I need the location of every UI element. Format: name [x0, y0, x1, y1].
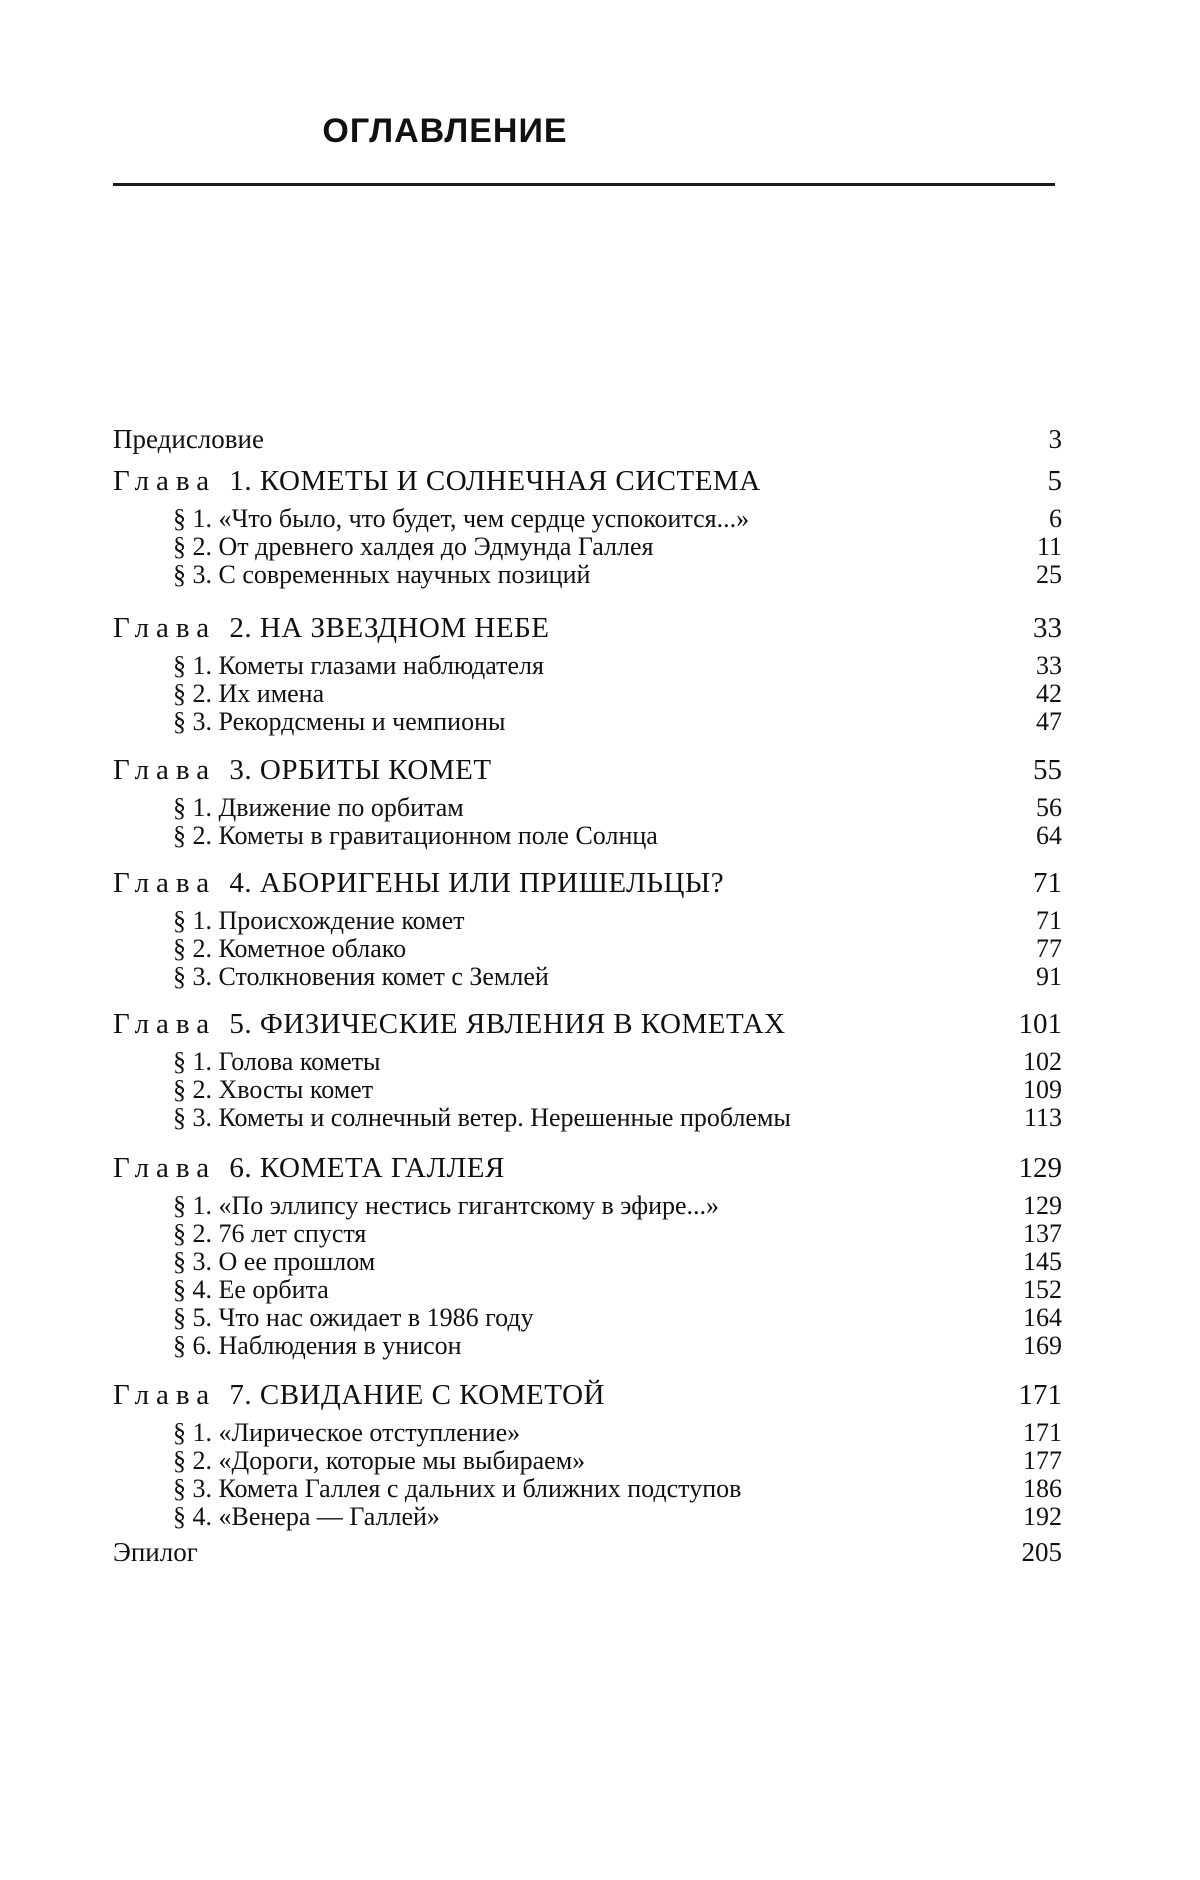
toc-section-page-number: 42 [1036, 679, 1062, 708]
toc-section [173, 934, 1062, 964]
toc-chapter [113, 1009, 1062, 1039]
toc-chapter [113, 613, 1062, 643]
toc-chapter-page-number: 55 [1033, 754, 1062, 786]
toc-section-title: § 1. Происхождение комет [173, 906, 465, 935]
toc-section [173, 504, 1062, 534]
toc-chapter-page-number: 171 [1018, 1379, 1062, 1411]
toc-section-title: § 2. От древнего халдея до Эдмунда Галлея [173, 532, 654, 561]
toc-section [173, 707, 1062, 737]
toc-preface [113, 424, 1062, 454]
toc-section-page-number: 109 [1023, 1075, 1062, 1104]
toc-section-title: § 5. Что нас ожидает в 1986 году [173, 1303, 534, 1332]
toc-section-page-number: 33 [1036, 651, 1062, 680]
toc-section-page-number: 11 [1036, 532, 1062, 561]
toc-section-title: § 1. Голова кометы [173, 1047, 381, 1076]
toc-chapter [113, 755, 1062, 785]
toc-section-page-number: 56 [1036, 793, 1062, 822]
toc-section-title: § 2. Кометы в гравитационном поле Солнца [173, 821, 658, 850]
toc-section-page-number: 186 [1023, 1474, 1062, 1503]
toc-section [173, 1275, 1062, 1305]
toc-section [173, 1247, 1062, 1277]
toc-chapter-page-number: 5 [1047, 465, 1062, 497]
toc-section [173, 1047, 1062, 1077]
toc-section-page-number: 145 [1023, 1247, 1062, 1276]
toc-section [173, 1502, 1062, 1532]
toc-section-title: § 3. Кометы и солнечный ветер. Нерешенные проблемы [173, 1103, 791, 1132]
toc-section [173, 1075, 1062, 1105]
toc-section [173, 1474, 1062, 1504]
toc-section-title: § 1. «Лирическое отступление» [173, 1418, 521, 1447]
toc-section [173, 793, 1062, 823]
toc-chapter [113, 1153, 1062, 1183]
toc-section [173, 1418, 1062, 1448]
toc-section-page-number: 47 [1036, 707, 1062, 736]
chapter-label: Глава [113, 867, 217, 899]
toc-section-page-number: 71 [1036, 906, 1062, 935]
toc-section-title: § 3. О ее прошлом [173, 1247, 376, 1276]
toc-chapter-title [113, 1153, 505, 1183]
toc-section [173, 651, 1062, 681]
toc-section-title: § 2. Кометное облако [173, 934, 407, 963]
chapter-heading: 5. ФИЗИЧЕСКИЕ ЯВЛЕНИЯ В КОМЕТАХ [229, 1008, 786, 1040]
toc-chapter-title [113, 1009, 786, 1039]
toc-section-page-number: 77 [1036, 934, 1062, 963]
toc-section-title: § 3. Комета Галлея с дальних и ближних подступов [173, 1474, 742, 1503]
toc-section [173, 906, 1062, 936]
toc-section [173, 1103, 1062, 1133]
toc-chapter-title [113, 466, 761, 496]
toc-section-title: § 1. Кометы глазами наблюдателя [173, 651, 544, 680]
toc-section [173, 560, 1062, 590]
toc-epilogue-page-number: 205 [1021, 1537, 1062, 1567]
chapter-heading: 3. ОРБИТЫ КОМЕТ [229, 754, 492, 786]
toc-section-title: § 2. Их имена [173, 679, 325, 708]
chapter-heading: 6. КОМЕТА ГАЛЛЕЯ [229, 1152, 505, 1184]
toc-section-title: § 4. «Венера — Галлей» [173, 1502, 440, 1531]
toc-chapter-page-number: 71 [1033, 867, 1062, 899]
toc-section [173, 1191, 1062, 1221]
toc-section-title: § 1. «По эллипсу нестись гигантскому в эфире...» [173, 1191, 720, 1220]
chapter-label: Глава [113, 1152, 217, 1184]
toc-section-title: § 2. 76 лет спустя [173, 1219, 367, 1248]
toc-chapter-page-number: 129 [1018, 1152, 1062, 1184]
toc-section-title: § 2. «Дороги, которые мы выбираем» [173, 1446, 586, 1475]
toc-section [173, 532, 1062, 562]
toc-section [173, 962, 1062, 992]
toc-section-page-number: 129 [1023, 1191, 1062, 1220]
chapter-heading: 1. КОМЕТЫ И СОЛНЕЧНАЯ СИСТЕМА [229, 465, 761, 497]
toc-section [173, 679, 1062, 709]
toc-section-title: § 1. «Что было, что будет, чем сердце успокоится...» [173, 504, 750, 533]
toc-section-page-number: 152 [1023, 1275, 1062, 1304]
chapter-heading: 2. НА ЗВЕЗДНОМ НЕБЕ [229, 612, 550, 644]
toc-section-page-number: 137 [1023, 1219, 1062, 1248]
toc-section-page-number: 113 [1023, 1103, 1062, 1132]
toc-chapter-page-number: 33 [1033, 612, 1062, 644]
chapter-label: Глава [113, 612, 217, 644]
toc-chapter-title [113, 755, 492, 785]
toc-chapter-title [113, 1380, 605, 1410]
toc-section [173, 1219, 1062, 1249]
chapter-label: Глава [113, 1379, 217, 1411]
chapter-label: Глава [113, 754, 217, 786]
chapter-heading: 7. СВИДАНИЕ С КОМЕТОЙ [229, 1379, 605, 1411]
toc-section-title: § 3. Рекордсмены и чемпионы [173, 707, 506, 736]
toc-chapter-title [113, 868, 724, 898]
toc-preface-page-number: 3 [1048, 424, 1062, 454]
toc-section-title: § 3. Столкновения комет с Землей [173, 962, 549, 991]
toc-section-page-number: 192 [1023, 1502, 1062, 1531]
toc-section-page-number: 25 [1036, 560, 1062, 589]
toc-section-title: § 3. С современных научных позиций [173, 560, 591, 589]
toc-section [173, 821, 1062, 851]
toc-chapter-page-number: 101 [1018, 1008, 1062, 1040]
toc-chapter [113, 868, 1062, 898]
toc-section-page-number: 164 [1023, 1303, 1062, 1332]
toc-chapter [113, 1380, 1062, 1410]
toc-section-page-number: 64 [1036, 821, 1062, 850]
toc-section-title: § 1. Движение по орбитам [173, 793, 464, 822]
toc-section-page-number: 177 [1023, 1446, 1062, 1475]
chapter-label: Глава [113, 1008, 217, 1040]
chapter-label: Глава [113, 465, 217, 497]
toc-section-page-number: 91 [1036, 962, 1062, 991]
chapter-heading: 4. АБОРИГЕНЫ ИЛИ ПРИШЕЛЬЦЫ? [229, 867, 725, 899]
toc-section-page-number: 169 [1023, 1331, 1062, 1360]
toc-chapter-title [113, 613, 549, 643]
toc-epilogue-title: Эпилог [113, 1537, 198, 1567]
toc-section-title: § 2. Хвосты комет [173, 1075, 374, 1104]
toc-section [173, 1331, 1062, 1361]
toc-chapter [113, 466, 1062, 496]
toc-section-page-number: 102 [1023, 1047, 1062, 1076]
toc-section-page-number: 6 [1049, 504, 1062, 533]
page-title: ОГЛАВЛЕНИЕ [322, 112, 568, 150]
toc-section [173, 1303, 1062, 1333]
toc-preface-title: Предисловие [113, 424, 264, 454]
toc-section-page-number: 171 [1023, 1418, 1062, 1447]
toc-section-title: § 6. Наблюдения в унисон [173, 1331, 462, 1360]
toc-epilogue [113, 1537, 1062, 1567]
toc-section-title: § 4. Ее орбита [173, 1275, 329, 1304]
toc-section [173, 1446, 1062, 1476]
